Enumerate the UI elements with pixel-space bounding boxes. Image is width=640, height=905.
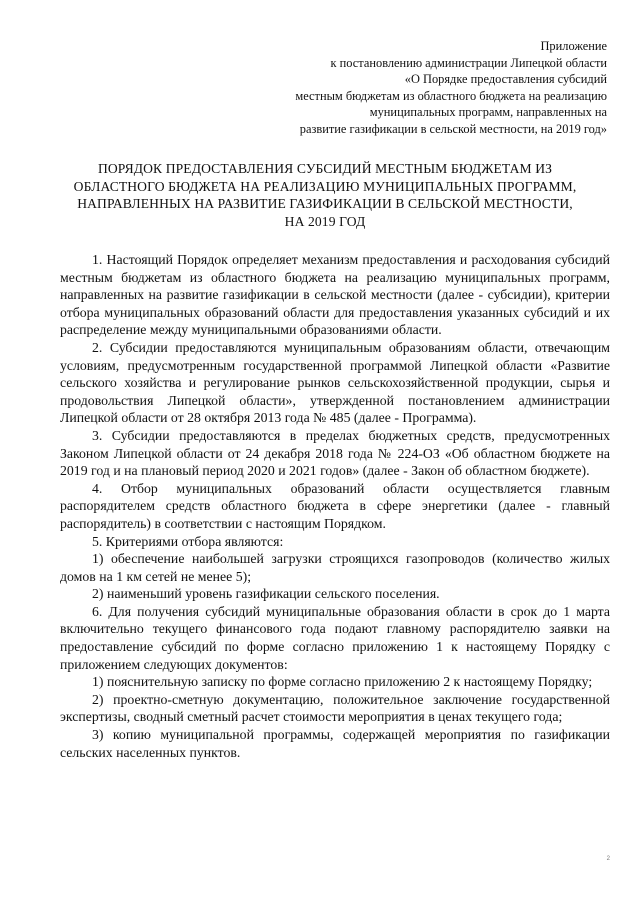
paragraph-3: 3. Субсидии предоставляются в пределах бюджетных средств, предусмотренных Законом Липецкой области от 24 декабря 2018 года № 224-ОЗ «Об областном бюджете на 2019 год и на плановый период 2020 и 2021 годов» (далее - Закон об областном бюджете). bbox=[60, 427, 610, 479]
annex-line: местным бюджетам из областного бюджета на реализацию bbox=[295, 88, 607, 103]
annex-line: к постановлению администрации Липецкой области bbox=[330, 55, 607, 70]
paragraph-6: 6. Для получения субсидий муниципальные образования области в срок до 1 марта включительно текущего финансового года подают главному распорядителю заявки на предоставление субсидий по форме согласно приложению 1 к настоящему Порядку с приложением следующих документов: bbox=[60, 603, 610, 672]
document-title bbox=[60, 160, 590, 230]
annex-header bbox=[227, 38, 607, 138]
paragraph-5-item-1: 1) обеспечение наибольшей загрузки строящихся газопроводов (количество жилых домов на 1 км сетей не менее 5); bbox=[60, 551, 610, 584]
title-line: НАПРАВЛЕННЫХ НА РАЗВИТИЕ ГАЗИФИКАЦИИ В СЕЛЬСКОЙ МЕСТНОСТИ, bbox=[77, 196, 573, 212]
annex-line: муниципальных программ, направленных на bbox=[369, 105, 607, 120]
annex-line: Приложение bbox=[540, 39, 607, 53]
paragraph-5-item-2: 2) наименьший уровень газификации сельского поселения. bbox=[92, 586, 440, 602]
title-line: НА 2019 ГОД bbox=[284, 213, 366, 229]
annex-line: развитие газификации в сельской местности, на 2019 год» bbox=[299, 121, 607, 136]
paragraph-6-item-1: 1) пояснительную записку по форме согласно приложению 2 к настоящему Порядку; bbox=[92, 674, 593, 690]
paragraph-6-item-2: 2) проектно-сметную документацию, положительное заключение государственной экспертизы, сводный сметный расчет стоимости мероприятия в ценах текущего года; bbox=[60, 691, 610, 725]
annex-line: «О Порядке предоставления субсидий bbox=[404, 72, 607, 87]
paragraph-4: 4. Отбор муниципальных образований области осуществляется главным распорядителем средств областного бюджета в сфере энергетики (далее - главный распорядитель) в соответствии с настоящим Порядком. bbox=[60, 480, 610, 531]
title-line: ПОРЯДОК ПРЕДОСТАВЛЕНИЯ СУБСИДИЙ МЕСТНЫМ БЮДЖЕТАМ ИЗ bbox=[97, 161, 553, 176]
title-line: ОБЛАСТНОГО БЮДЖЕТА НА РЕАЛИЗАЦИЮ МУНИЦИПАЛЬНЫХ ПРОГРАММ, bbox=[73, 178, 577, 194]
paragraph-5: 5. Критериями отбора являются: bbox=[92, 533, 284, 549]
paragraph-1: 1. Настоящий Порядок определяет механизм предоставления и расходования субсидий местным бюджетам из областного бюджета на реализацию муниципальных программ, направленных на развитие газификации в сельской местности (далее - субсидии), критерии отбора муниципальных образований области для предоставления указанных субсидий и их распределение между муниципальными образованиями области. bbox=[60, 252, 610, 338]
paragraph-2: 2. Субсидии предоставляются муниципальным образованиям области, отвечающим условиям, предусмотренным государственной программой Липецкой области «Развитие сельского хозяйства и регулирование рынков сельскохозяйственной продукции, сырья и продовольствия Липецкой области», утвержденной постановлением администрации Липецкой области от 28 октября 2013 года № 485 (далее - Программа). bbox=[60, 339, 610, 426]
document-body bbox=[60, 251, 610, 761]
page-number: 2 bbox=[606, 856, 610, 862]
paragraph-6-item-3: 3) копию муниципальной программы, содержащей мероприятия по газификации сельских населенных пунктов. bbox=[60, 727, 610, 760]
